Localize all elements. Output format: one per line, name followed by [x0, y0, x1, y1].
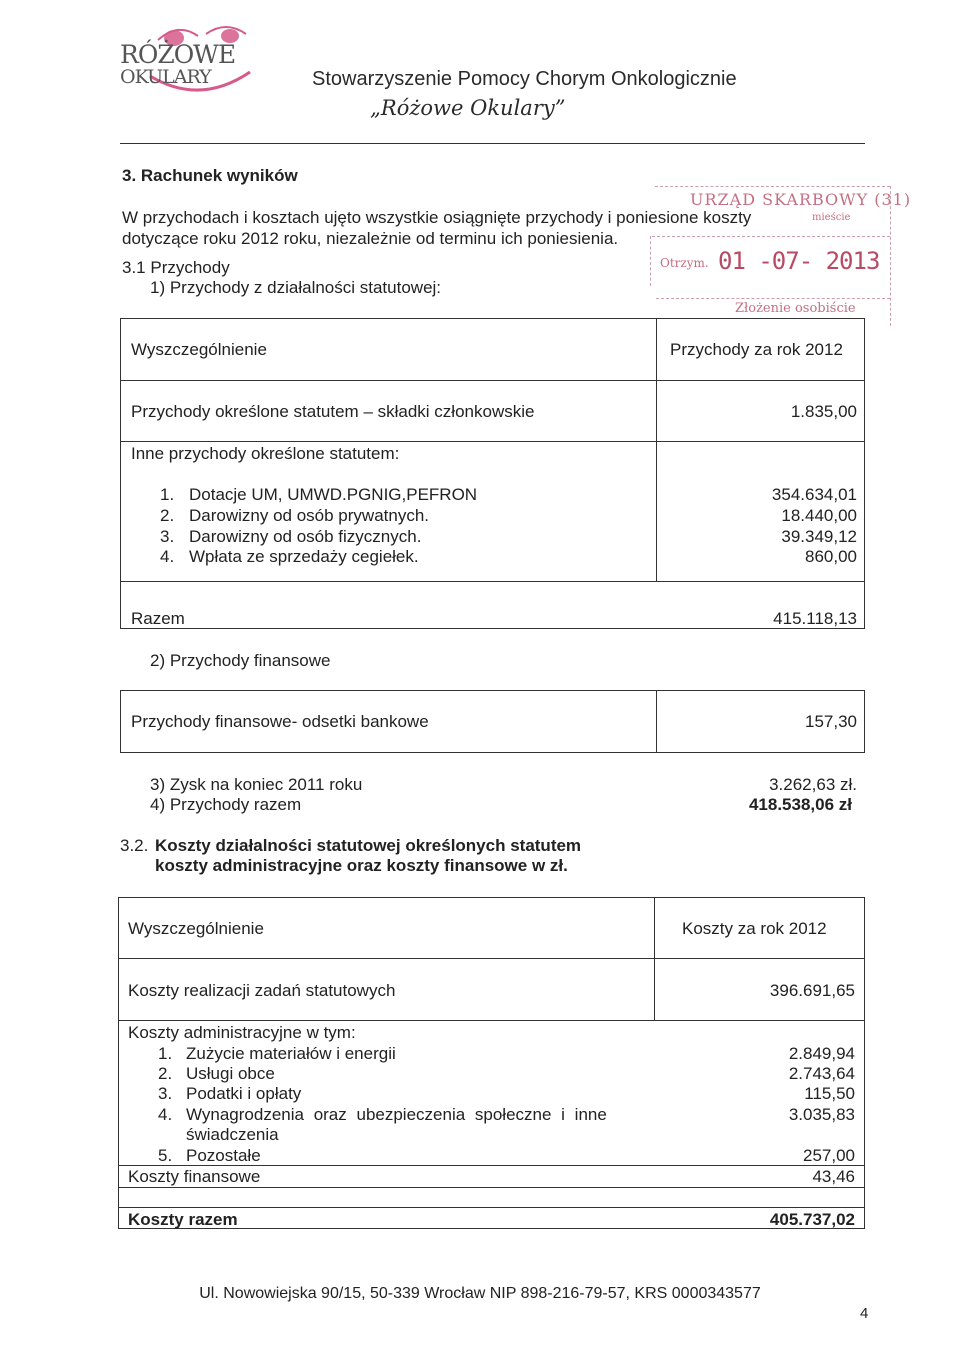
org-name: Stowarzyszenie Pomocy Chorym Onkologicznie — [312, 68, 737, 90]
page-number: 4 — [860, 1305, 869, 1322]
cost-item-num: 4. — [158, 1105, 173, 1124]
stamp-border-top — [655, 186, 890, 187]
revenue-item-value: 354.634,01 — [771, 485, 857, 504]
cost-fin-label: Koszty finansowe — [128, 1167, 261, 1186]
revenue-item-value: 860,00 — [805, 547, 857, 566]
stamp-line1: URZĄD SKARBOWY (31) — [690, 190, 912, 209]
cost-item-value: 2.743,64 — [788, 1064, 855, 1083]
financial-title: 2) Przychody finansowe — [150, 651, 331, 670]
stamp-date: 01 -07- 2013 — [718, 247, 880, 275]
revenue-row1-value: 1.835,00 — [790, 402, 857, 421]
cost-table-fin-line — [118, 1187, 865, 1188]
cost-row1-value: 396.691,65 — [769, 981, 855, 1000]
cost-item-value: 257,00 — [803, 1146, 855, 1165]
cost-item-num: 5. — [158, 1146, 173, 1165]
cost-header-left: Wyszczególnienie — [128, 919, 264, 938]
section32-title-line1: Koszty działalności statutowej określonych statutem — [155, 836, 582, 855]
stamp-line3: Złożenie osobiście — [735, 301, 856, 316]
revenue-item-num: 4. — [160, 547, 175, 566]
revenue-item-num: 1. — [160, 485, 175, 504]
subsection-31-item1: 1) Przychody z działalności statutowej: — [150, 278, 442, 297]
intro-line2: dotyczące roku 2012 roku, niezależnie od terminu ich poniesienia. — [122, 229, 619, 248]
section32-num: 3.2. — [120, 836, 149, 855]
revenue-total-summary-label: 4) Przychody razem — [150, 795, 302, 814]
section32-title-line2: koszty administracyjne oraz koszty finansowe w zł. — [155, 856, 568, 875]
revenue-table-items-line — [120, 581, 865, 582]
cost-item-value: 3.035,83 — [788, 1105, 855, 1124]
profit-label: 3) Zysk na koniec 2011 roku — [150, 775, 363, 794]
stamp-divider-2 — [656, 298, 890, 299]
section-title: 3. Rachunek wyników — [122, 166, 298, 185]
cost-header-right: Koszty za rok 2012 — [682, 919, 827, 938]
cost-item-label-cont: świadczenia — [186, 1125, 279, 1144]
revenue-total-label: Razem — [131, 609, 185, 628]
cost-row1-label: Koszty realizacji zadań statutowych — [128, 981, 396, 1000]
stamp-date-label: Otrzym. — [660, 256, 709, 270]
cost-total-label: Koszty razem — [128, 1210, 238, 1229]
cost-item-label: Usługi obce — [186, 1064, 275, 1083]
revenue-table — [120, 318, 865, 629]
logo-text-bottom: OKULARY — [120, 66, 211, 88]
financial-row-label: Przychody finansowe- odsetki bankowe — [131, 712, 429, 731]
cost-total-value: 405.737,02 — [769, 1210, 855, 1229]
cost-table-row-line — [118, 1020, 865, 1021]
org-subname: „Różowe Okulary” — [370, 96, 566, 120]
cost-item-num: 1. — [158, 1044, 173, 1063]
revenue-item-value: 18.440,00 — [781, 506, 857, 525]
financial-table-col-divider — [656, 690, 657, 753]
stamp-line1-suffix: mieście — [812, 212, 851, 223]
revenue-table-row-line — [120, 441, 865, 442]
cost-table-total-line — [118, 1207, 865, 1208]
revenue-total-summary-value: 418.538,06 zł — [748, 795, 852, 814]
cost-admin-label: Koszty administracyjne w tym: — [128, 1023, 356, 1042]
revenue-item-num: 2. — [160, 506, 175, 525]
cost-item-label: Podatki i opłaty — [186, 1084, 302, 1103]
financial-row-value: 157,30 — [805, 712, 857, 731]
cost-item-num: 3. — [158, 1084, 173, 1103]
header-divider — [120, 143, 865, 144]
revenue-item-value: 39.349,12 — [781, 527, 857, 546]
cost-item-value: 2.849,94 — [788, 1044, 855, 1063]
stamp-divider — [652, 236, 890, 237]
revenue-table-col-divider — [656, 318, 657, 581]
revenue-item-label: Dotacje UM, UMWD.PGNIG,PEFRON — [189, 485, 478, 504]
cost-fin-value: 43,46 — [812, 1167, 855, 1186]
revenue-item-label: Darowizny od osób fizycznych. — [189, 527, 422, 546]
logo-text-top: RÓŻOWE — [120, 40, 236, 69]
cost-item-num: 2. — [158, 1064, 173, 1083]
revenue-total-value: 415.118,13 — [773, 609, 857, 628]
revenue-item-label: Wpłata ze sprzedaży cegiełek. — [189, 547, 419, 566]
cost-item-value: 115,50 — [804, 1084, 855, 1103]
intro-line1: W przychodach i kosztach ujęto wszystkie osiągnięte przychody i poniesione koszty — [122, 208, 752, 227]
cost-item-label: Pozostałe — [186, 1146, 261, 1165]
footer-address: Ul. Nowowiejska 90/15, 50-339 Wrocław NIP 898-216-79-57, KRS 0000343577 — [199, 1285, 761, 1302]
revenue-header-left: Wyszczególnienie — [131, 340, 267, 359]
revenue-header-right: Przychody za rok 2012 — [670, 340, 843, 359]
logo — [118, 14, 278, 104]
cost-item-label: Wynagrodzenia oraz ubezpieczenia społeczne i inne — [186, 1105, 607, 1124]
revenue-table-header-line — [120, 380, 865, 381]
revenue-other-label: Inne przychody określone statutem: — [131, 444, 400, 463]
cost-item-label: Zużycie materiałów i energii — [186, 1044, 396, 1063]
revenue-row1-label: Przychody określone statutem – składki członkowskie — [131, 402, 535, 421]
revenue-item-num: 3. — [160, 527, 175, 546]
profit-value: 3.262,63 zł. — [769, 775, 857, 794]
cost-table-header-line — [118, 958, 865, 959]
stamp-border-left — [650, 236, 651, 286]
revenue-item-label: Darowizny od osób prywatnych. — [189, 506, 430, 525]
subsection-31: 3.1 Przychody — [122, 258, 230, 277]
